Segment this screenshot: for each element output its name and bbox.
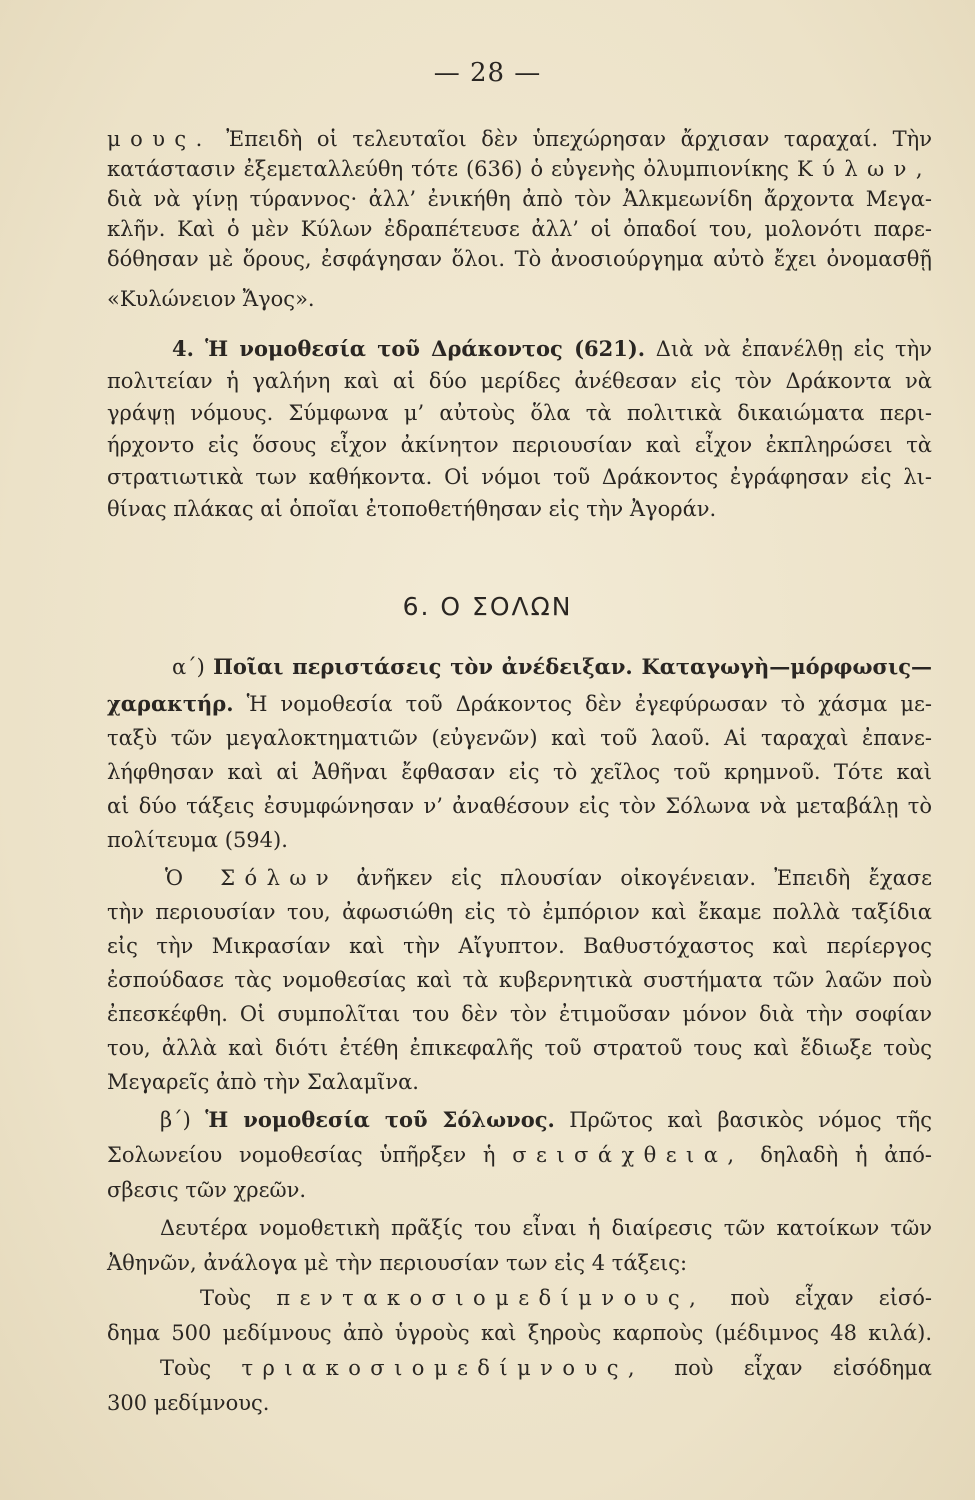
text-line: β΄) Ἡ νομοθεσία τοῦ Σόλωνος. Πρῶτος καὶ βασικὸς νόμος τῆς [160,1107,932,1132]
text-line: ήρχοντο εἰς ὅσους εἶχον ἀκίνητον περιουσίαν καὶ εἶχον ἐκπληρώσει τὰ [107,433,932,457]
text-line: Σολωνείου νομοθεσίας ὑπῆρξεν ἡ σεισάχθεια, δηλαδὴ ἡ ἀπό- [107,1143,932,1167]
text-line: Τοὺς πεντακοσιομεδίμνους, ποὺ εἶχαν εἰσό- [200,1286,932,1310]
text-line: δημα 500 μεδίμνους ἀπὸ ὑγροὺς καὶ ξηροὺς καρποὺς (μέδιμνος 48 κιλά). [107,1321,932,1345]
text-line: αἱ δύο τάξεις ἐσυμφώνησαν ν’ ἀναθέσουν εἰς τὸν Σόλωνα νὰ μεταβάλῃ τὸ [107,794,932,818]
text-line: χαρακτήρ. Ἡ νομοθεσία τοῦ Δράκοντος δὲν ἐγεφύρωσαν τὸ χάσμα με- [107,691,932,716]
text-line: Τοὺς τριακοσιομεδίμνους, ποὺ εἶχαν εἰσόδημα [160,1356,932,1380]
text-line: δόθησαν μὲ ὅρους, ἐσφάγησαν ὅλοι. Τὸ ἀνοσιούργημα αὐτὸ ἔχει ὀνομασθῇ [107,247,932,271]
text-line: στρατιωτικὰ των καθήκοντα. Οἱ νόμοι τοῦ Δράκοντος ἐγράφησαν εἰς λι- [107,465,932,489]
text-line: Ὁ Σόλων ἀνῆκεν εἰς πλουσίαν οἰκογένειαν. Ἐπειδὴ ἔχασε [165,866,932,890]
text-line: τὴν περιουσίαν του, ἀφωσιώθη εἰς τὸ ἐμπόριον καὶ ἔκαμε πολλὰ ταξίδια [107,900,932,924]
subsection-title: Ἡ νομοθεσία τοῦ Σόλωνος. [205,1107,555,1132]
text-line: του, ἀλλὰ καὶ διότι ἐτέθη ἐπικεφαλῆς τοῦ στρατοῦ τους καὶ ἔδιωξε τοὺς [107,1036,932,1060]
text-line: κλῆν. Καὶ ὁ μὲν Κύλων ἐδραπέτευσε ἀλλ’ οἱ ὀπαδοί του, μολονότι παρε- [107,217,932,241]
text-line: εἰς τὴν Μικρασίαν καὶ τὴν Αἴγυπτον. Βαθυστόχαστος καὶ περίεργος [107,934,932,958]
subsection-title: 4. Ἡ νομοθεσία τοῦ Δράκοντος (621). [172,336,646,361]
subsection-title: Ποῖαι περιστάσεις τὸν ἀνέδειξαν. Καταγωγὴ—μόρφωσις— [213,654,932,679]
text-line: 4. Ἡ νομοθεσία τοῦ Δράκοντος (621). Διὰ νὰ ἐπανέλθῃ εἰς τὴν [172,336,932,361]
text-line: σβεσις τῶν χρεῶν. [107,1178,307,1202]
text-line: Ἀθηνῶν, ἀνάλογα μὲ τὴν περιουσίαν των εἰς 4 τάξεις: [107,1251,688,1275]
text-line: πολίτευμα (594). [107,828,288,852]
text-line: λήφθησαν καὶ αἱ Ἀθῆναι ἔφθασαν εἰς τὸ χεῖλος τοῦ κρημνοῦ. Τότε καὶ [107,760,932,784]
text-line: Δευτέρα νομοθετικὴ πρᾶξίς του εἶναι ἡ διαίρεσις τῶν κατοίκων τῶν [160,1216,932,1240]
page-number: — 28 — [433,58,542,88]
text-line: «Κυλώνειον Ἄγος». [107,287,315,311]
text-line: Μεγαρεῖς ἀπὸ τὴν Σαλαμῖνα. [107,1070,419,1094]
text-line: κατάστασιν ἐξεμεταλλεύθη τότε (636) ὁ εὐγενὴς ὀλυμπιονίκης Κύλων, [107,157,932,181]
text-line: διὰ νὰ γίνῃ τύραννος· ἀλλ’ ἐνικήθη ἀπὸ τὸν Ἀλκμεωνίδη ἄρχοντα Μεγα- [107,187,932,211]
text-line: πολιτείαν ἡ γαλήνη καὶ αἱ δύο μερίδες ἀνέθεσαν εἰς τὸν Δράκοντα νὰ [107,369,932,393]
text-line: ταξὺ τῶν μεγαλοκτηματιῶν (εὐγενῶν) καὶ τοῦ λαοῦ. Αἱ ταραχαὶ ἐπανε- [107,726,932,750]
text-line: θίνας πλάκας αἱ ὁποῖαι ἐτοποθετήθησαν εἰς τὴν Ἀγοράν. [107,497,717,521]
text-line: ἐσπούδασε τὰς νομοθεσίας καὶ τὰ κυβερνητικὰ συστήματα τῶν λαῶν ποὺ [107,968,932,992]
text-line: μους. Ἐπειδὴ οἱ τελευταῖοι δὲν ὑπεχώρησαν ἄρχισαν ταραχαί. Τὴν [107,127,932,151]
section-heading: 6. Ο ΣΟΛΩΝ [402,592,573,621]
text-line: γράψῃ νόμους. Σύμφωνα μ’ αὐτοὺς ὅλα τὰ πολιτικὰ δικαιώματα περι- [107,401,932,425]
text-line: α΄) Ποῖαι περιστάσεις τὸν ἀνέδειξαν. Καταγωγὴ—μόρφωσις— [172,654,932,679]
text-line: ἐπεσκέφθη. Οἱ συμπολῖται του δὲν τὸν ἐτιμοῦσαν μόνον διὰ τὴν σοφίαν [107,1002,932,1026]
text-line: 300 μεδίμνους. [107,1391,270,1415]
